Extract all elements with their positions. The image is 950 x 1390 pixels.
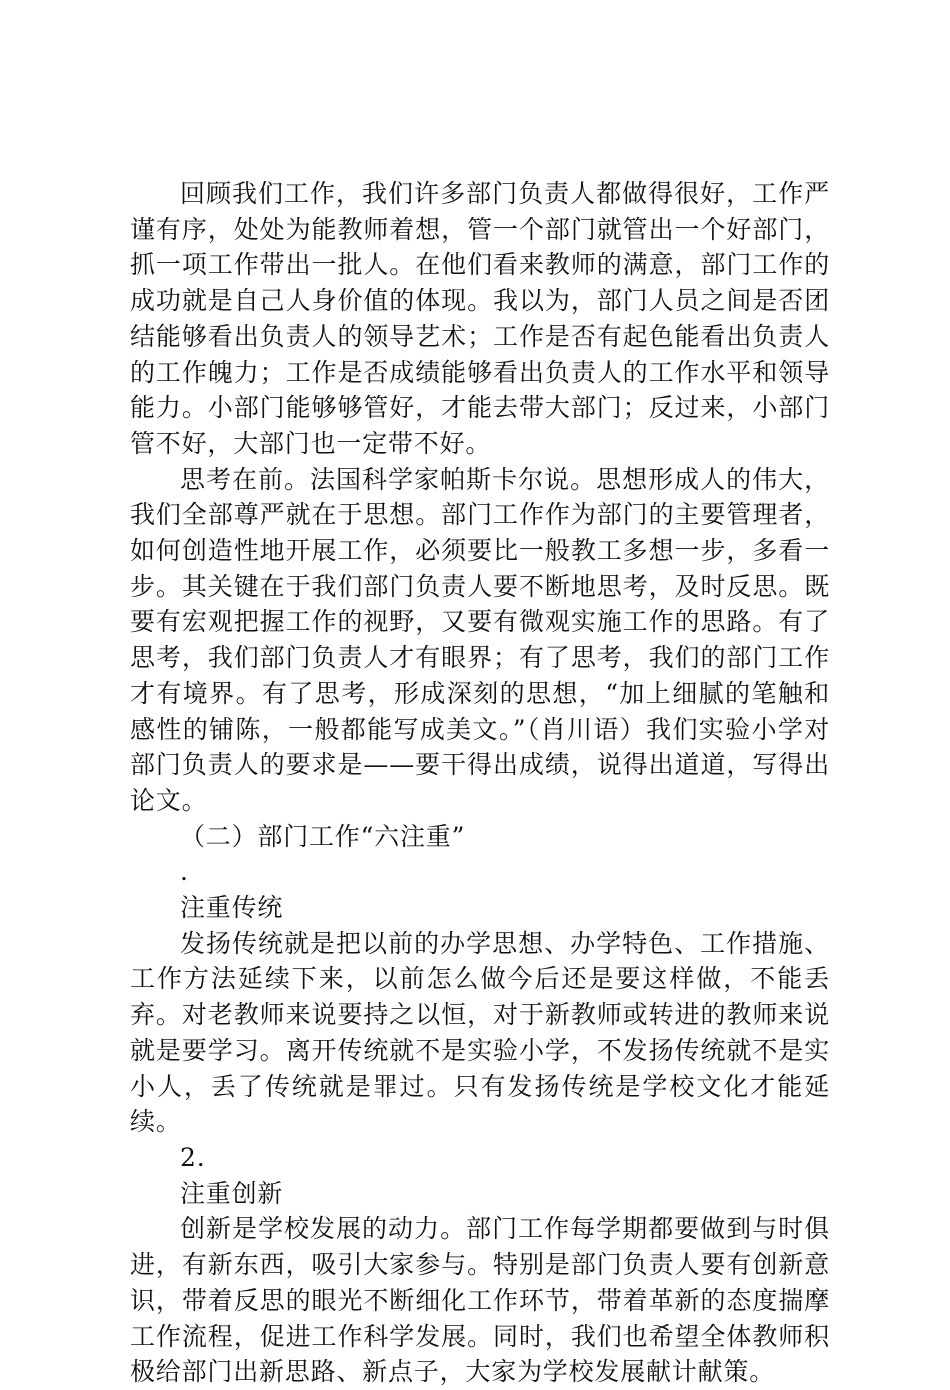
list-item-title: 注重传统	[180, 893, 284, 923]
paragraph-review: 回顾我们工作，我们许多部门负责人都做得很好，工作严谨有序，处处为能教师着想，管一个部门就管出一个好部门，抓一项工作带出一批人。在他们看来教师的满意，部门工作的成功就是自己人身价值的体现。我以为，部门人员之间是否团结能够看出负责人的领导艺术；工作是否有起色能看出负责人的工作魄力；工作是否成绩能够看出负责人的工作水平和领导能力。小部门能够够管好，才能去带大部门；反过来，小部门管不好，大部门也一定带不好。	[130, 179, 830, 458]
paragraph-thinking: 思考在前。法国科学家帕斯卡尔说。思想形成人的伟大，我们全部尊严就在于思想。部门工作作为部门的主要管理者，如何创造性地开展工作，必须要比一般教工多想一步，多看一步。其关键在于我们部门负责人要不断地思考，及时反思。既要有宏观把握工作的视野，又要有微观实施工作的思路。有了思考，我们部门负责人才有眼界；有了思考，我们的部门工作才有境界。有了思考，形成深刻的思想，“加上细腻的笔触和感性的铺陈，一般都能写成美文。”（肖川语）我们实验小学对部门负责人的要求是——要干得出成绩，说得出道道，写得出论文。	[130, 464, 830, 815]
list-item-body: 创新是学校发展的动力。部门工作每学期都要做到与时俱进，有新东西，吸引大家参与。特别是部门负责人要有创新意识，带着反思的眼光不断细化工作环节，带着革新的态度揣摩工作流程，促进工作科学发展。同时，我们也希望全体教师积极给部门出新思路、新点子，大家为学校发展献计献策。	[130, 1214, 830, 1387]
list-item-body: 发扬传统就是把以前的办学思想、办学特色、工作措施、工作方法延续下来，以前怎么做今后还是要这样做，不能丢弃。对老教师来说要持之以恒，对于新教师或转进的教师来说就是要学习。离开传统就不是实验小学，不发扬传统就不是实小人，丢了传统就是罪过。只有发扬传统是学校文化才能延续。	[130, 928, 830, 1137]
list-item-title: 注重创新	[180, 1178, 284, 1208]
list-item-number: 2.	[180, 1142, 206, 1172]
list-item-number: .	[180, 857, 189, 887]
section-heading: （二）部门工作“六注重”	[180, 821, 466, 851]
document-body	[130, 176, 830, 1390]
